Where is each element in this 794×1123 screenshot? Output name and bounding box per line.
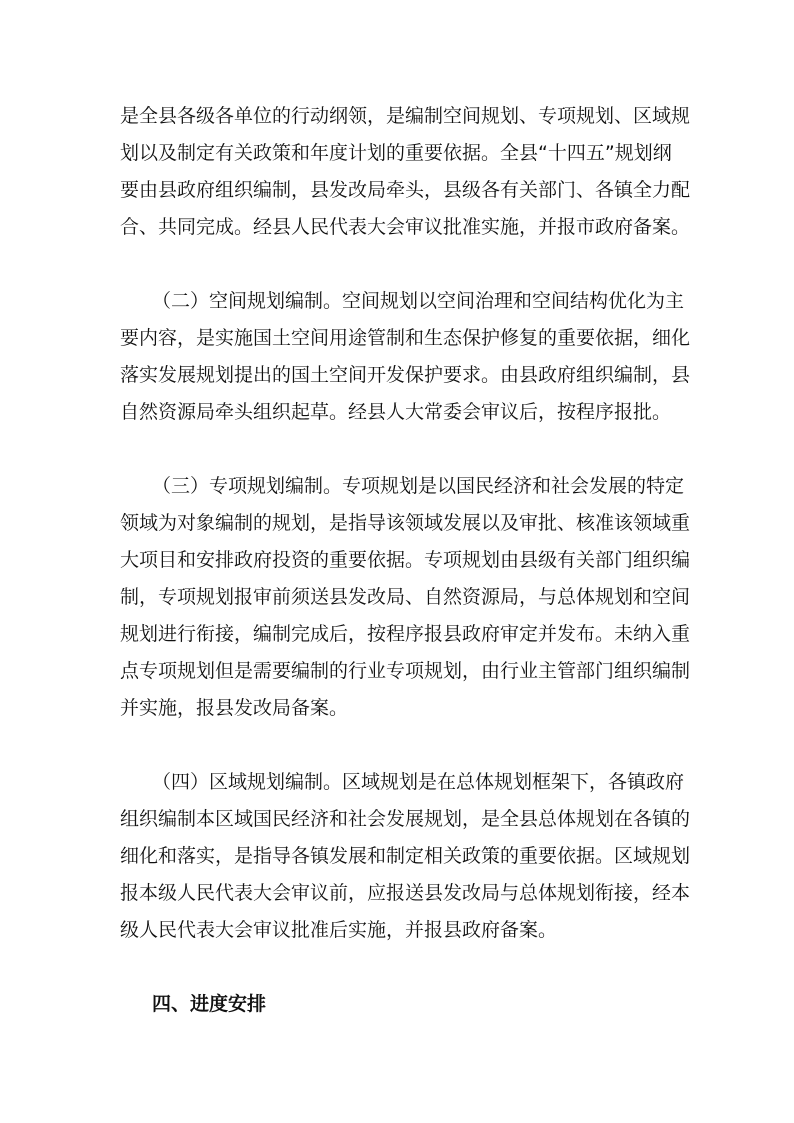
text-line: 自然资源局牵头组织起草。经县人大常委会审议后，按程序报批。 — [120, 401, 672, 423]
text-line: 并实施，报县发改局备案。 — [120, 697, 349, 719]
text-line: 要内容，是实施国土空间用途管制和生态保护修复的重要依据，细化 — [120, 327, 691, 349]
text-line: 报本级人民代表大会审议前，应报送县发改局与总体规划衔接，经本 — [120, 882, 691, 904]
text-line: 划以及制定有关政策和年度计划的重要依据。全县“十四五”规划纲 — [120, 142, 672, 164]
text-line: （二）空间规划编制。空间规划以空间治理和空间结构优化为主 — [152, 290, 685, 312]
section-heading: 四、进度安排 — [152, 993, 267, 1015]
text-line: 是全县各级各单位的行动纲领，是编制空间规划、专项规划、区域规 — [120, 105, 691, 127]
text-line: （三）专项规划编制。专项规划是以国民经济和社会发展的特定 — [152, 475, 685, 497]
text-line: 合、共同完成。经县人民代表大会审议批准实施，并报市政府备案。 — [120, 216, 691, 238]
text-line: 级人民代表大会审议批准后实施，并报县政府备案。 — [120, 919, 558, 941]
text-line: 规划进行衔接，编制完成后，按程序报县政府审定并发布。未纳入重 — [120, 623, 691, 645]
text-line: 组织编制本区域国民经济和社会发展规划，是全县总体规划在各镇的 — [120, 808, 691, 830]
text-line: 大项目和安排政府投资的重要依据。专项规划由县级有关部门组织编 — [120, 549, 691, 571]
text-line: 制，专项规划报审前须送县发改局、自然资源局，与总体规划和空间 — [120, 586, 691, 608]
text-line: 领域为对象编制的规划，是指导该领域发展以及审批、核准该领域重 — [120, 512, 691, 534]
text-line: 落实发展规划提出的国土空间开发保护要求。由县政府组织编制，县 — [120, 364, 691, 386]
text-line: 要由县政府组织编制，县发改局牵头，县级各有关部门、各镇全力配 — [120, 179, 691, 201]
text-line: 点专项规划但是需要编制的行业专项规划，由行业主管部门组织编制 — [120, 660, 691, 682]
text-line: （四）区域规划编制。区域规划是在总体规划框架下，各镇政府 — [152, 771, 685, 793]
text-line: 细化和落实，是指导各镇发展和制定相关政策的重要依据。区域规划 — [120, 845, 691, 867]
